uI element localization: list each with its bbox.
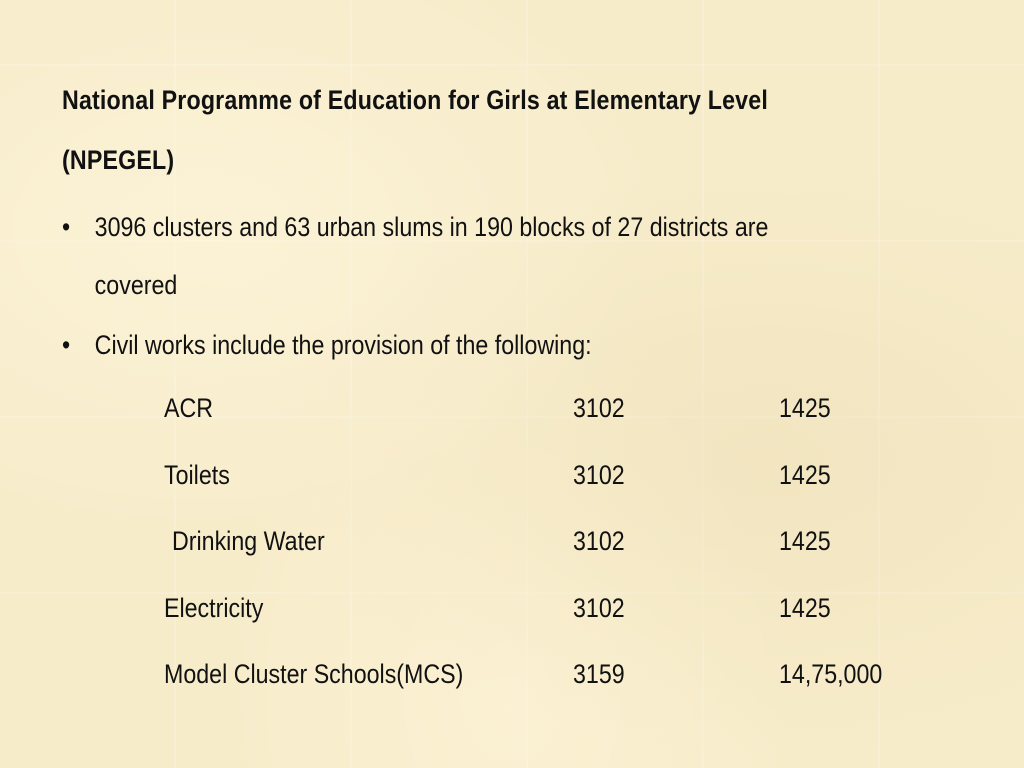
bullet-list xyxy=(62,198,1022,374)
table-cell-value-1: 3102 xyxy=(573,526,625,556)
table-cell-item: Electricity xyxy=(164,592,264,623)
bullet-glyph: • xyxy=(62,212,71,242)
title-line-1: National Programme of Education for Girls at Elementary Level xyxy=(62,85,768,115)
civil-works-table xyxy=(164,384,964,717)
bullet-text-line-2: covered xyxy=(94,270,178,300)
bullet-text-line-1: 3096 clusters and 63 urban slums in 190 blocks of 27 districts are xyxy=(94,212,769,242)
slide-title xyxy=(62,70,836,190)
table-cell-value-2: 1425 xyxy=(779,393,831,423)
table-cell-value-2: 1425 xyxy=(779,526,831,556)
table-cell-item: Drinking Water xyxy=(172,526,325,556)
table-cell-value-2: 14,75,000 xyxy=(779,659,883,689)
table-cell-value-1: 3102 xyxy=(573,592,625,623)
table-cell-item: Toilets xyxy=(164,459,230,490)
table-cell-item: Model Cluster Schools(MCS) xyxy=(164,659,464,689)
title-line-2: (NPEGEL) xyxy=(62,145,175,175)
bullet-text: Civil works include the provision of the following: xyxy=(94,330,592,360)
table-cell-value-1: 3102 xyxy=(573,393,625,423)
table-row xyxy=(164,384,964,451)
table-row xyxy=(164,650,964,717)
bullet-item-civil-works xyxy=(62,316,888,374)
bullet-item-clusters xyxy=(62,198,888,316)
table-cell-value-1: 3102 xyxy=(573,459,625,490)
table-cell-value-2: 1425 xyxy=(779,459,831,490)
table-row xyxy=(164,517,964,584)
table-row xyxy=(164,584,964,651)
table-cell-value-2: 1425 xyxy=(779,592,831,623)
table-cell-value-1: 3159 xyxy=(573,659,625,689)
bullet-glyph: • xyxy=(62,330,71,360)
table-row xyxy=(164,451,964,518)
table-cell-item: ACR xyxy=(164,393,214,423)
